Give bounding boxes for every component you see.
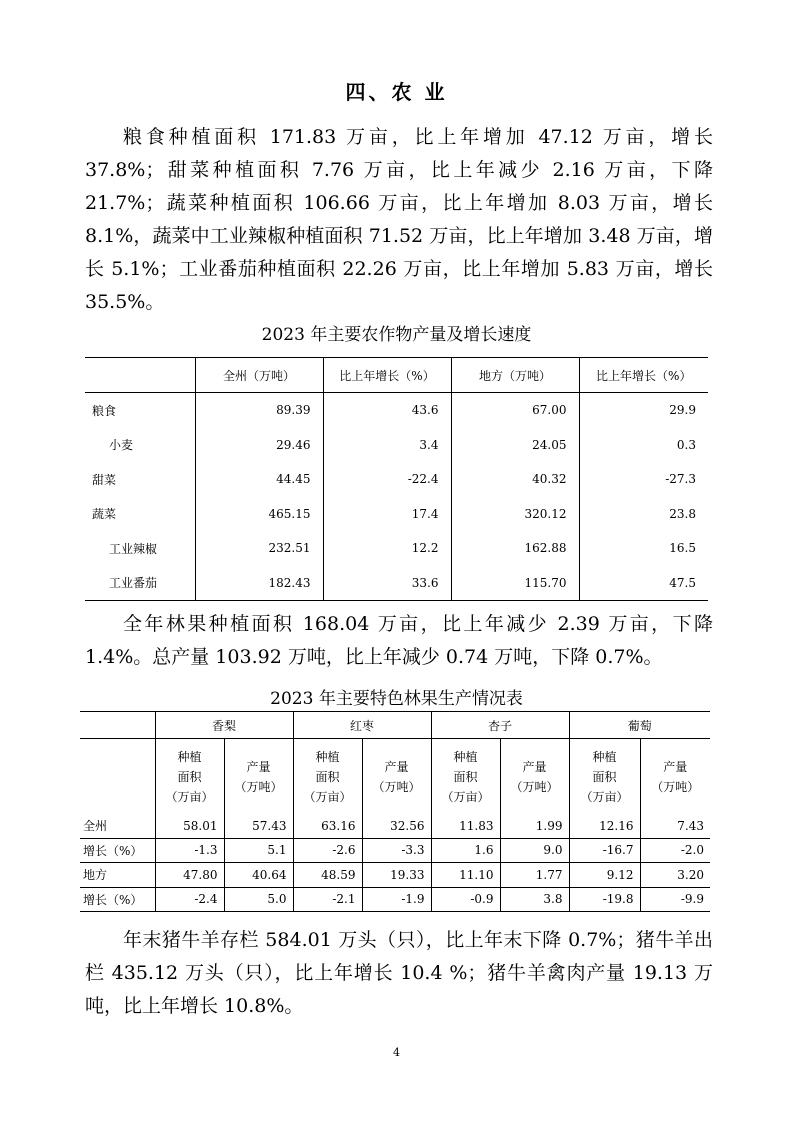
table2-output-header: [362, 739, 431, 815]
table2-cell: 48.59: [293, 863, 362, 888]
table2-cell: 58.01: [155, 814, 224, 838]
table2-cell: -3.3: [362, 838, 431, 863]
fruit-production-table: [80, 711, 710, 912]
table2-cell: -1.3: [155, 838, 224, 863]
table1-cell: 17.4: [323, 497, 451, 532]
header-line: 面积: [177, 769, 202, 784]
table2-cell: 63.16: [293, 814, 362, 838]
table2-row-label: 增长（%）: [80, 887, 155, 912]
table1-row: [85, 393, 708, 428]
table2-cell: 9.0: [500, 838, 569, 863]
header-line: 种植: [315, 749, 340, 764]
header-line: 产量: [246, 759, 271, 774]
table2-subheader-row: [80, 739, 710, 815]
table1-cell: 16.5: [579, 531, 708, 566]
header-line: （万亩）: [441, 789, 490, 804]
table2-cell: 40.64: [224, 863, 293, 888]
table2-cell: 11.83: [431, 814, 500, 838]
table1-cell: -22.4: [323, 462, 451, 497]
table1-cell: 320.12: [451, 497, 579, 532]
table2-cell: 1.77: [500, 863, 569, 888]
table1-cell: 29.46: [195, 428, 323, 463]
header-line: 产量: [384, 759, 409, 774]
table1-cell: 24.05: [451, 428, 579, 463]
table2-cell: -9.9: [640, 887, 710, 912]
header-line: 产量: [663, 759, 688, 774]
table2-area-header: [155, 739, 224, 815]
table1-row-label: 蔬菜: [92, 507, 117, 522]
table2-cell: -19.8: [569, 887, 640, 912]
table2-cell: 3.20: [640, 863, 710, 888]
table2-cell: -2.1: [293, 887, 362, 912]
table2-cell: 9.12: [569, 863, 640, 888]
table1-cell: 465.15: [195, 497, 323, 532]
table2-cell: 1.6: [431, 838, 500, 863]
table2-cell: -2.0: [640, 838, 710, 863]
table2-row: [80, 863, 710, 888]
table2-cell: -0.9: [431, 887, 500, 912]
table1-cell: 0.3: [579, 428, 708, 463]
table1-cell: 12.2: [323, 531, 451, 566]
table2-cell: 32.56: [362, 814, 431, 838]
crop-output-table: [85, 357, 708, 601]
header-line: 产量: [522, 759, 547, 774]
table1-cell: 162.88: [451, 531, 579, 566]
header-line: （万亩）: [303, 789, 352, 804]
table1-row: [85, 428, 708, 463]
table1-cell: 33.6: [323, 566, 451, 601]
header-line: （万吨）: [234, 779, 283, 794]
table1-cell: 89.39: [195, 393, 323, 428]
header-line: （万吨）: [510, 779, 559, 794]
table2-output-header: [640, 739, 710, 815]
table1-cell: 43.6: [323, 393, 451, 428]
table2-cell: 57.43: [224, 814, 293, 838]
table1-cell: 67.00: [451, 393, 579, 428]
table1-caption: 2023 年主要农作物产量及增长速度: [261, 325, 532, 345]
page-number: 4: [393, 1046, 400, 1059]
header-line: （万吨）: [651, 779, 700, 794]
table1-cell: 182.43: [195, 566, 323, 601]
table1-cell: 232.51: [195, 531, 323, 566]
table2-area-header: [569, 739, 640, 815]
table2-area-header: [431, 739, 500, 815]
header-line: 种植: [592, 749, 617, 764]
paragraph-livestock: 年末猪牛羊存栏 584.01 万头（只），比上年末下降 0.7%；猪牛羊出栏 435.12 万头（只），比上年增长 10.4 %；猪牛羊禽肉产量 19.13 万吨，比上年增长 10.8%。: [85, 929, 713, 1017]
table2-corner-cell: [80, 739, 155, 815]
table2-corner-cell: [80, 712, 155, 739]
table1-cell: -27.3: [579, 462, 708, 497]
table2-row: [80, 887, 710, 912]
table1-header-cell: 比上年增长（%）: [323, 358, 451, 393]
table2-cell: -16.7: [569, 838, 640, 863]
table2-row: [80, 814, 710, 838]
table1-row-label: 甜菜: [92, 472, 117, 487]
table1-cell: 29.9: [579, 393, 708, 428]
table1-header-cell: [85, 358, 195, 393]
header-line: 面积: [453, 769, 478, 784]
table1-cell: 40.32: [451, 462, 579, 497]
table2-row-label: 地方: [80, 863, 155, 888]
table2-cell: 5.1: [224, 838, 293, 863]
table1-row-label: 小麦: [109, 438, 134, 453]
paragraph-crop-planting: 粮食种植面积 171.83 万亩，比上年增加 47.12 万亩，增长 37.8%；甜菜种植面积 7.76 万亩，比上年减少 2.16 万亩，下降 21.7%；蔬菜种植面积 106.66 万亩，比上年增加 8.03 万亩，增长 8.1%，蔬菜中工业辣椒种植面积 71.52 万亩，比上年增加 3.48 万亩，增长 5.1%；工业番茄种植面积 22.26 万亩，比上年增加 5.83 万亩，增长 35.5%。: [85, 126, 713, 313]
section-title: 四、农 业: [345, 80, 448, 104]
table1-row: [85, 462, 708, 497]
table2-cell: -2.4: [155, 887, 224, 912]
header-line: 种植: [177, 749, 202, 764]
table1-row-label: 工业番茄: [109, 576, 158, 591]
table1-cell: 47.5: [579, 566, 708, 601]
table2-cell: -1.9: [362, 887, 431, 912]
table2-group-row: [80, 712, 710, 739]
header-line: 面积: [592, 769, 617, 784]
table1-row: [85, 566, 708, 601]
table2-group-header: 葡萄: [569, 712, 710, 739]
table2-area-header: [293, 739, 362, 815]
table2-cell: -2.6: [293, 838, 362, 863]
table2-output-header: [224, 739, 293, 815]
table1-cell: 23.8: [579, 497, 708, 532]
table1-row-label: 工业辣椒: [109, 541, 158, 556]
paragraph-orchard: 全年林果种植面积 168.04 万亩，比上年减少 2.39 万亩，下降 1.4%。总产量 103.92 万吨，比上年减少 0.74 万吨，下降 0.7%。: [85, 613, 713, 668]
header-line: （万吨）: [372, 779, 421, 794]
header-line: （万亩）: [580, 789, 629, 804]
table1-cell: 115.70: [451, 566, 579, 601]
table2-cell: 12.16: [569, 814, 640, 838]
table2-group-header: 红枣: [293, 712, 431, 739]
table2-cell: 5.0: [224, 887, 293, 912]
table1-header-cell: 全州（万吨）: [195, 358, 323, 393]
table2-cell: 7.43: [640, 814, 710, 838]
table2-cell: 47.80: [155, 863, 224, 888]
table1-row-label: 粮食: [92, 403, 117, 418]
table1-row: [85, 497, 708, 532]
table1-cell: 3.4: [323, 428, 451, 463]
table1-header-cell: 比上年增长（%）: [579, 358, 708, 393]
table2-cell: 1.99: [500, 814, 569, 838]
header-line: （万亩）: [165, 789, 214, 804]
table2-output-header: [500, 739, 569, 815]
header-line: 面积: [315, 769, 340, 784]
table2-group-header: 杏子: [431, 712, 569, 739]
table2-row-label: 增长（%）: [80, 838, 155, 863]
table1-header-cell: 地方（万吨）: [451, 358, 579, 393]
table2-cell: 3.8: [500, 887, 569, 912]
header-line: 种植: [453, 749, 478, 764]
table1-cell: 44.45: [195, 462, 323, 497]
table2-cell: 11.10: [431, 863, 500, 888]
table2-row: [80, 838, 710, 863]
table2-caption: 2023 年主要特色林果生产情况表: [270, 689, 523, 709]
table1-header-row: [85, 358, 708, 393]
table2-row-label: 全州: [80, 814, 155, 838]
table1-row: [85, 531, 708, 566]
table2-cell: 19.33: [362, 863, 431, 888]
table2-group-header: 香梨: [155, 712, 293, 739]
